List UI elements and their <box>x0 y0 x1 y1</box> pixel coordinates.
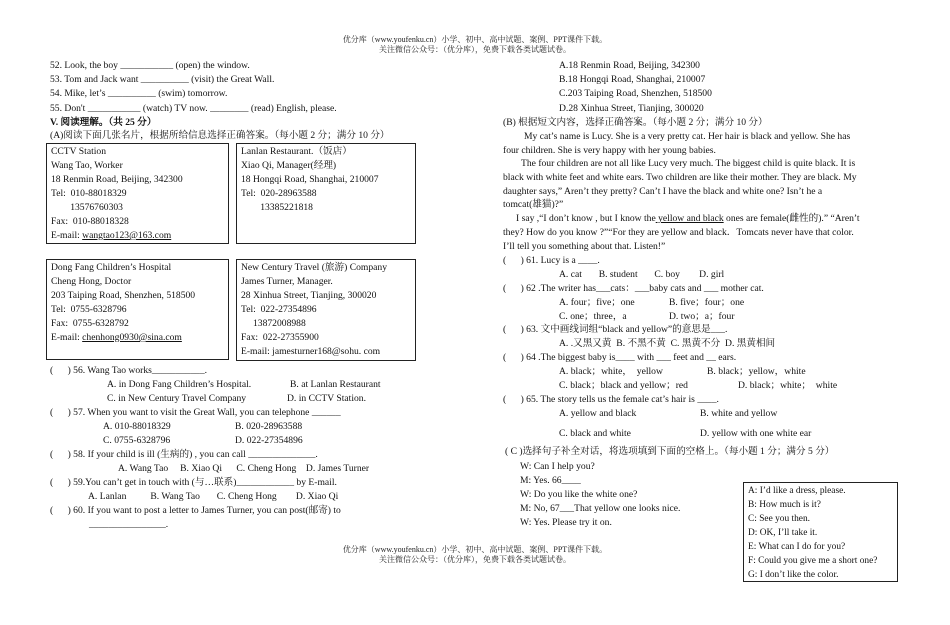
passage-line: black with white feet and white ears. Two children are like their mother. They are black. My <box>503 172 857 183</box>
passage-line: I’ll tell you something about that. Listen!” <box>503 241 666 252</box>
option-64d[interactable]: D. black；white； white <box>738 380 838 391</box>
question-53: 53. Tom and Jack want __________ (visit) the Great Wall. <box>50 74 275 85</box>
business-card-travel <box>236 259 416 361</box>
option-56d[interactable]: D. in CCTV Station. <box>287 393 366 404</box>
part-b-instruction: (B) 根据短文内容，选择正确答案。（每小题 2 分；满分 10 分） <box>503 117 768 128</box>
question-52: 52. Look, the boy ___________ (open) the window. <box>50 60 250 71</box>
question-60-blank: ________________. <box>89 519 169 530</box>
options-58[interactable]: A. Wang Tao B. Xiao Qi C. Cheng Hong D. James Turner <box>118 463 370 474</box>
option-56c[interactable]: C. in New Century Travel Company <box>107 393 247 404</box>
card-line: New Century Travel (旅游) Company <box>241 262 388 273</box>
card-line: James Turner, Manager. <box>241 276 333 287</box>
dialog-option-f[interactable]: F: Could you give me a short one? <box>748 556 878 566</box>
passage-text: ones are female(雌性的).” “Aren’t <box>723 213 860 224</box>
card-line: Wang Tao, Worker <box>51 160 123 171</box>
option-57a[interactable]: A. 010-88018329 <box>103 421 171 432</box>
option-62a[interactable]: A. four；five；one <box>559 297 635 308</box>
option-64b[interactable]: B. black；yellow，white <box>707 366 806 377</box>
dialog-line: M: Yes. 66____ <box>520 475 581 486</box>
option-60a[interactable]: A.18 Renmin Road, Beijing, 342300 <box>559 60 700 71</box>
question-65: ( ) 65. The story tells us the female cat’s hair is ____. <box>503 394 719 405</box>
card-line: Xiao Qi, Manager(经理) <box>241 160 337 171</box>
page-header-line1: 优分库（www.youfenku.cn）小学、初中、高中试题、案例、PPT课件下载。 <box>342 35 608 44</box>
option-60d[interactable]: D.28 Xinhua Street, Tianjing, 300020 <box>559 103 704 114</box>
passage-line: My cat’s name is Lucy. She is a very pretty cat. Her hair is black and yellow. She has <box>524 131 851 142</box>
passage-line: The four children are not all like Lucy very much. The biggest child is quite black. It is <box>521 158 856 169</box>
option-57b[interactable]: B. 020-28963588 <box>235 421 303 432</box>
option-65a[interactable]: A. yellow and black <box>559 408 637 419</box>
dialog-option-c[interactable]: C: See you then. <box>748 514 810 524</box>
card-line: Fax: 010-88018328 <box>51 216 129 227</box>
business-card-cctv <box>46 143 229 244</box>
option-60b[interactable]: B.18 Hongqi Road, Shanghai, 210007 <box>559 74 706 85</box>
passage-line: tomcat(雄猫)?” <box>503 199 564 210</box>
dialog-option-e[interactable]: E: What can I do for you? <box>748 542 846 552</box>
dialog-option-d[interactable]: D: OK, I’ll take it. <box>748 528 818 538</box>
option-64a[interactable]: A. black；white， yellow <box>559 366 663 377</box>
page-footer-line1: 优分库（www.youfenku.cn）小学、初中、高中试题、案例、PPT课件下载。 <box>342 545 608 554</box>
email-label: E-mail: <box>51 332 83 343</box>
question-62: ( ) 62 .The writer has___cats：___baby cats and ___ mother cat. <box>503 283 764 294</box>
card-line: Cheng Hong, Doctor <box>51 276 132 287</box>
option-62c[interactable]: C. one；three，a <box>559 311 627 322</box>
option-65b[interactable]: B. white and yellow <box>700 408 778 419</box>
card-line: Lanlan Restaurant.（饭店） <box>241 146 352 157</box>
business-card-hospital <box>46 259 229 360</box>
question-56: ( ) 56. Wang Tao works___________. <box>50 365 208 376</box>
card-line: E-mail: jamesturner168@sohu. com <box>241 346 381 357</box>
card-email-line <box>51 229 224 243</box>
page-footer-line2: 关注微信公众号：（优分库），免费下载各类试题试卷。 <box>379 555 571 564</box>
dialog-options-box <box>743 482 898 582</box>
card-line: CCTV Station <box>51 146 106 157</box>
card-line: 13576760303 <box>51 202 123 213</box>
dialog-line: W: Yes. Please try it on. <box>520 517 612 528</box>
option-64c[interactable]: C. black；black and yellow；red <box>559 380 688 391</box>
dialog-option-b[interactable]: B: How much is it? <box>748 500 821 510</box>
option-65c[interactable]: C. black and white <box>559 428 631 439</box>
question-55: 55. Don't ___________ (watch) TV now. ________ (read) English, please. <box>50 103 337 114</box>
section-5-title: V. 阅读理解。（共 25 分） <box>50 117 157 128</box>
card-line: Fax: 0755-6328792 <box>51 318 129 329</box>
question-61: ( ) 61. Lucy is a ____. <box>503 255 600 266</box>
card-line: 28 Xinhua Street, Tianjing, 300020 <box>241 290 377 301</box>
page-header-line2: 关注微信公众号：（优分库），免费下载各类试题试卷。 <box>379 45 571 54</box>
part-c-instruction: ( C )选择句子补全对话，将选项填到下面的空格上。（每小题 1 分；满分 5 分） <box>505 446 835 457</box>
option-65d[interactable]: D. yellow with one white ear <box>700 428 812 439</box>
question-57: ( ) 57. When you want to visit the Great Wall, you can telephone ______ <box>50 407 341 418</box>
card-line: 18 Hongqi Road, Shanghai, 210007 <box>241 174 379 185</box>
dialog-option-a[interactable]: A: I’d like a dress, please. <box>748 486 846 496</box>
passage-line: they? How do you know ?”“For they are yellow and black．Tomcats never have that color. <box>503 227 854 238</box>
option-60c[interactable]: C.203 Taiping Road, Shenzhen, 518500 <box>559 88 712 99</box>
passage-text: I say ,“I don’t know , but I know the <box>516 213 656 224</box>
option-62b[interactable]: B. five；four；one <box>669 297 745 308</box>
question-54: 54. Mike, let’s __________ (swim) tomorrow. <box>50 88 228 99</box>
options-61[interactable]: A. cat B. student C. boy D. girl <box>559 269 725 280</box>
question-64: ( ) 64 .The biggest baby is____ with ___ feet and __ ears. <box>503 352 737 363</box>
dialog-line: W: Do you like the white one? <box>520 489 638 500</box>
card-email-line <box>51 331 224 345</box>
dialog-line: W: Can I help you? <box>520 461 595 472</box>
passage-line: four children. She is very happy with her young babies. <box>503 145 716 156</box>
email-label: E-mail: <box>51 230 83 241</box>
card-line: 13385221818 <box>241 202 313 213</box>
card-line: Fax: 022-27355900 <box>241 332 319 343</box>
dialog-line: M: No, 67___That yellow one looks nice. <box>520 503 681 514</box>
passage-line <box>516 212 860 225</box>
business-card-lanlan <box>236 143 416 244</box>
card-line: 13872008988 <box>241 318 306 329</box>
passage-line: daughter says,” Aren’t they pretty? Can’t I have the black and white one? Isn’t he a <box>503 186 823 197</box>
email-link[interactable]: wangtao123@163.com <box>82 230 172 241</box>
options-63[interactable]: A. .又黑又黄 B. 不黑不黄 C. 黑黄不分 D. 黑黄相间 <box>559 338 776 349</box>
options-59[interactable]: A. Lanlan B. Wang Tao C. Cheng Hong D. Xiao Qi <box>88 491 339 502</box>
option-57d[interactable]: D. 022-27354896 <box>235 435 303 446</box>
option-57c[interactable]: C. 0755-6328796 <box>103 435 171 446</box>
card-line: 203 Taiping Road, Shenzhen, 518500 <box>51 290 196 301</box>
option-56b[interactable]: B. at Lanlan Restaurant <box>290 379 381 390</box>
email-link[interactable]: chenhong0930@sina.com <box>82 332 182 343</box>
card-line: 18 Renmin Road, Beijing, 342300 <box>51 174 183 185</box>
part-a-instruction: (A)阅读下面几张名片，根据所给信息选择正确答案。（每小题 2 分；满分 10 分） <box>50 130 390 141</box>
question-60: ( ) 60. If you want to post a letter to James Turner, you can post(邮寄) to <box>50 505 341 516</box>
dialog-option-g[interactable]: G: I don’t like the color. <box>748 570 839 580</box>
card-line: Tel: 022-27354896 <box>241 304 317 315</box>
question-59: ( ) 59.You can’t get in touch with (与…联系)____________ by E-mail. <box>50 477 337 488</box>
card-line: Dong Fang Children’s Hospital <box>51 262 172 273</box>
question-63: ( ) 63. 文中画线词组“black and yellow”的意思是___. <box>503 324 728 335</box>
question-58: ( ) 58. If your child is ill (生病的) , you can call ______________. <box>50 449 318 460</box>
card-line: Tel: 020-28963588 <box>241 188 317 199</box>
card-line: Tel: 010-88018329 <box>51 188 127 199</box>
option-56a[interactable]: A. in Dong Fang Children’s Hospital. <box>107 379 252 390</box>
underlined-phrase: yellow and black <box>655 213 724 224</box>
option-62d[interactable]: D. two；a；four <box>669 311 735 322</box>
card-line: Tel: 0755-6328796 <box>51 304 127 315</box>
